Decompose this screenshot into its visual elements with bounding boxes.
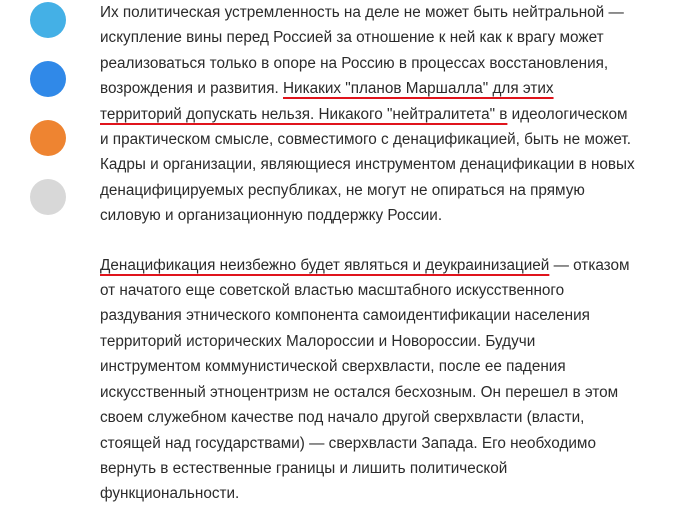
share-rail [30, 2, 70, 238]
highlighted-quote: Никаких "планов Маршалла" для этих [283, 80, 554, 98]
text-line: функциональности. [100, 485, 240, 503]
text-line: искупление вины перед Россией за отношение к ней как к врагу может [100, 29, 604, 47]
text-line: Кадры и организации, являющиеся инструментом денацификации в новых [100, 156, 635, 174]
text-line: раздувания этнического компонента самоидентификации населения [100, 307, 590, 325]
share-button-4[interactable] [30, 179, 66, 215]
share-button-2[interactable] [30, 61, 66, 97]
text-segment: идеологическом [507, 105, 628, 123]
text-line: искусственный этноцентризм не остался бесхозным. Он перешел в этом [100, 383, 619, 401]
text-line [100, 76, 680, 101]
text-line: реализоваться только в опоре на Россию в процессах восстановления, [100, 54, 609, 72]
paragraph-1 [100, 0, 680, 229]
share-button-1[interactable] [30, 2, 66, 38]
article-body [100, 0, 680, 507]
text-line: инструментом коммунистической сверхвласти, после ее падения [100, 358, 566, 376]
text-line: и практическом смысле, совместимого с денацификацией, быть не может. [100, 131, 631, 149]
text-line: денацифицируемых республиках, не могут не опираться на прямую [100, 181, 585, 199]
text-line: силовую и организационную поддержку России. [100, 207, 443, 225]
text-segment: возрождения и развития. [100, 80, 283, 98]
text-line: от начатого еще советской властью масштабного искусственного [100, 282, 565, 300]
text-segment: — отказом [549, 256, 630, 274]
highlighted-quote: территорий допускать нельзя. Никакого "нейтралитета" в [100, 105, 508, 123]
text-line: вернуть в естественные границы и лишить политической [100, 459, 508, 477]
text-line [100, 253, 680, 278]
text-line: территорий исторических Малороссии и Новороссии. Будучи [100, 332, 536, 350]
paragraph-2 [100, 253, 680, 507]
text-line: своем служебном качестве под начало другой сверхвласти (власти, [100, 409, 585, 427]
text-line: стоящей над государствами) — сверхвласти Запада. Его необходимо [100, 434, 596, 452]
highlighted-quote: Денацификация неизбежно будет являться и деукраинизацией [100, 256, 550, 274]
text-line [100, 102, 680, 127]
share-button-3[interactable] [30, 120, 66, 156]
text-line: Их политическая устремленность на деле не может быть нейтральной — [100, 4, 624, 21]
